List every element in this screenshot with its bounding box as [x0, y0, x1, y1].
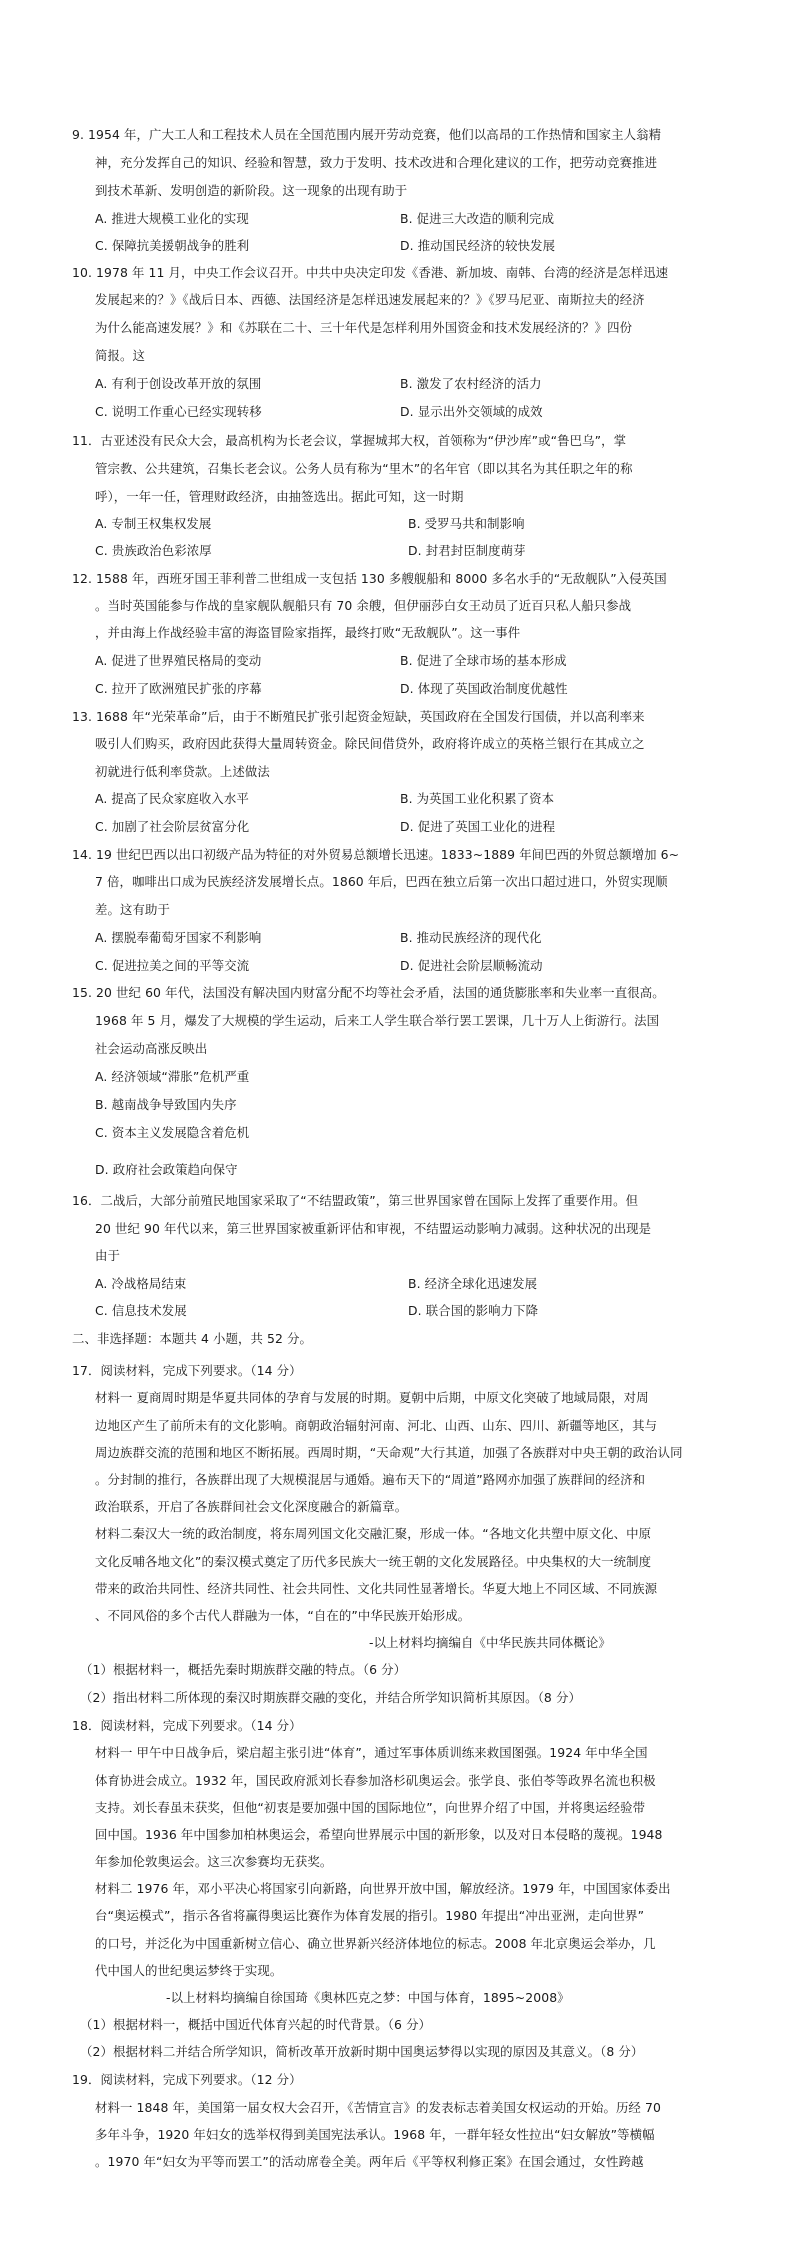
q19-line-3: 。1970 年“妇女为平等而罢工”的活动席卷全美。两年后《平等权利修正案》在国会通过，女性跨越 — [95, 2154, 644, 2169]
q15-option-c: C. 资本主义发展隐含着危机 — [95, 1125, 250, 1140]
q13-option-c: C. 加剧了社会阶层贫富分化 — [95, 819, 250, 834]
q14-line-2: 7 倍，咖啡出口成为民族经济发展增长点。1860 年后，巴西在独立后第一次出口超过进口，外贸实现顺 — [95, 874, 668, 889]
q10-line-1: 10. 1978 年 11 月，中央工作会议召开。中共中央决定印发《香港、新加坡、南韩、台湾的经济是怎样迅速 — [72, 265, 669, 280]
q15-option-d: D. 政府社会政策趋向保守 — [95, 1162, 238, 1177]
q15-option-b: B. 越南战争导致国内失序 — [95, 1097, 237, 1112]
q18-line-4: 回中国。1936 年中国参加柏林奥运会，希望向世界展示中国的新形象，以及对日本侵略的蔑视。1948 — [95, 1827, 663, 1842]
q10-line-4: 简报。这 — [95, 348, 145, 363]
q17-line-4: 。分封制的推行，各族群出现了大规模混居与通婚。遍布天下的“周道”路网亦加强了族群间的经济和 — [95, 1472, 646, 1487]
q18-line-9: 代中国人的世纪奥运梦终于实现。 — [95, 1963, 283, 1978]
q18-ask-2: （2）根据材料二并结合所学知识，简析改革开放新时期中国奥运梦得以实现的原因及其意义。（8 分） — [80, 2044, 644, 2059]
q13-line-3: 初就进行低利率贷款。上述做法 — [95, 764, 270, 779]
q11-line-2: 管宗教、公共建筑，召集长老会议。公务人员有称为“里木”的名年官（即以其名为其任职之年的称 — [95, 461, 633, 476]
q18-line-6: 材料二 1976 年，邓小平决心将国家引向新路，向世界开放中国，解放经济。1979 年，中国国家体委出 — [95, 1881, 671, 1896]
q9-option-d: D. 推动国民经济的较快发展 — [400, 238, 556, 253]
q17-line-6: 材料二秦汉大一统的政治制度，将东周列国文化交融汇聚，形成一体。“各地文化共塑中原文化、中原 — [95, 1526, 652, 1541]
q10-option-a: A. 有利于创设改革开放的氛围 — [95, 376, 262, 391]
q18-line-3: 支持。刘长春虽未获奖，但他“初衷是要加强中国的国际地位”，向世界介绍了中国，并将奥运经验带 — [95, 1800, 646, 1815]
q16-line-2: 20 世纪 90 年代以来，第三世界国家被重新评估和审视，不结盟运动影响力减弱。这种状况的出现是 — [95, 1221, 652, 1236]
q18-line-1: 材料一 甲午中日战争后，梁启超主张引进“体育”，通过军事体质训练来救国图强。1924 年中华全国 — [95, 1745, 648, 1760]
q9-line-1: 9. 1954 年，广大工人和工程技术人员在全国范围内展开劳动竞赛，他们以高昂的工作热情和国家主人翁精 — [72, 127, 662, 142]
q11-line-3: 呼），一年一任，管理财政经济，由抽签选出。据此可知，这一时期 — [95, 489, 464, 504]
q10-option-d: D. 显示出外交领域的成效 — [400, 404, 543, 419]
q16-option-a: A. 冷战格局结束 — [95, 1276, 187, 1291]
q9-option-a: A. 推进大规模工业化的实现 — [95, 211, 249, 226]
q12-option-b: B. 促进了全球市场的基本形成 — [400, 653, 567, 668]
q17-line-7: 文化反哺各地文化”的秦汉模式奠定了历代多民族大一统王朝的文化发展路径。中央集权的大一统制度 — [95, 1554, 652, 1569]
q10-line-2: 发展起来的？》《战后日本、西德、法国经济是怎样迅速发展起来的？》《罗马尼亚、南斯拉夫的经济 — [95, 292, 645, 307]
q14-option-a: A. 摆脱奉葡萄牙国家不利影响 — [95, 930, 262, 945]
q14-option-b: B. 推动民族经济的现代化 — [400, 930, 542, 945]
q11-option-d: D. 封君封臣制度萌芽 — [408, 543, 526, 558]
q18-line-7: 台“奥运模式”，指示各省将赢得奥运比赛作为体育发展的指引。1980 年提出“冲出亚洲，走向世界” — [95, 1908, 645, 1923]
q18-line-2: 体育协进会成立。1932 年，国民政府派刘长春参加洛杉矶奥运会。张学良、张伯苓等政界名流也积极 — [95, 1773, 656, 1788]
q11-option-a: A. 专制王权集权发展 — [95, 516, 212, 531]
q14-option-d: D. 促进社会阶层顺畅流动 — [400, 958, 543, 973]
q18-source: -以上材料均摘编自徐国琦《奥林匹克之梦：中国与体育，1895~2008》 — [166, 1990, 570, 2005]
q17-line-1: 材料一 夏商周时期是华夏共同体的孕育与发展的时期。夏朝中后期，中原文化突破了地域局限，对周 — [95, 1390, 649, 1405]
q11-line-1: 11．古亚述没有民众大会，最高机构为长老会议，掌握城邦大权，首领称为“伊沙库”或“鲁巴乌”，掌 — [72, 433, 627, 448]
q18-heading: 18．阅读材料，完成下列要求。（14 分） — [72, 1718, 302, 1733]
q16-line-3: 由于 — [95, 1248, 120, 1263]
q17-source: -以上材料均摘编自《中华民族共同体概论》 — [369, 1635, 611, 1650]
q13-option-d: D. 促进了英国工业化的进程 — [400, 819, 556, 834]
q11-option-b: B. 受罗马共和制影响 — [408, 516, 525, 531]
q16-option-b: B. 经济全球化迅速发展 — [408, 1276, 538, 1291]
q10-option-c: C. 说明工作重心已经实现转移 — [95, 404, 262, 419]
q12-line-2: 。当时英国能参与作战的皇家舰队舰船只有 70 余艘，但伊丽莎白女王动员了近百只私人船只参战 — [95, 598, 632, 613]
q15-option-a: A. 经济领域“滞胀”危机严重 — [95, 1069, 250, 1084]
q9-option-b: B. 促进三大改造的顺利完成 — [400, 211, 555, 226]
q17-ask-1: （1）根据材料一，概括先秦时期族群交融的特点。（6 分） — [80, 1662, 407, 1677]
q17-line-8: 带来的政治共同性、经济共同性、社会共同性、文化共同性显著增长。华夏大地上不同区域、不同族源 — [95, 1581, 658, 1596]
q9-line-2: 神，充分发挥自己的知识、经验和智慧，致力于发明、技术改进和合理化建议的工作，把劳动竞赛推进 — [95, 155, 658, 170]
q17-heading: 17．阅读材料，完成下列要求。（14 分） — [72, 1363, 302, 1378]
q14-line-1: 14. 19 世纪巴西以出口初级产品为特征的对外贸易总额增长迅速。1833~1889 年间巴西的外贸总额增加 6~ — [72, 847, 680, 862]
q12-option-d: D. 体现了英国政治制度优越性 — [400, 681, 568, 696]
q18-ask-1: （1）根据材料一，概括中国近代体育兴起的时代背景。（6 分） — [80, 2017, 432, 2032]
q16-line-1: 16．二战后，大部分前殖民地国家采取了“不结盟政策”，第三世界国家曾在国际上发挥了重要作用。但 — [72, 1193, 639, 1208]
q13-option-b: B. 为英国工业化积累了资本 — [400, 791, 555, 806]
q11-option-c: C. 贵族政治色彩浓厚 — [95, 543, 212, 558]
q10-option-b: B. 激发了农村经济的活力 — [400, 376, 542, 391]
q16-option-c: C. 信息技术发展 — [95, 1303, 187, 1318]
q19-line-2: 多年斗争，1920 年妇女的选举权得到美国宪法承认。1968 年，一群年轻女性拉出“妇女解放”等横幅 — [95, 2127, 655, 2142]
q18-line-8: 的口号，并泛化为中国重新树立信心、确立世界新兴经济体地位的标志。2008 年北京奥运会举办，几 — [95, 1936, 656, 1951]
q14-option-c: C. 促进拉美之间的平等交流 — [95, 958, 250, 973]
q19-heading: 19．阅读材料，完成下列要求。（12 分） — [72, 2072, 302, 2087]
q19-line-1: 材料一 1848 年，美国第一届女权大会召开，《苦情宣言》的发表标志着美国女权运动的开始。历经 70 — [95, 2100, 661, 2115]
q17-line-5: 政治联系，开启了各族群间社会文化深度融合的新篇章。 — [95, 1499, 408, 1514]
q14-line-3: 差。这有助于 — [95, 902, 170, 917]
q12-option-c: C. 拉开了欧洲殖民扩张的序幕 — [95, 681, 262, 696]
q9-option-c: C. 保障抗美援朝战争的胜利 — [95, 238, 250, 253]
q15-line-1: 15. 20 世纪 60 年代，法国没有解决国内财富分配不均等社会矛盾，法国的通货膨胀率和失业率一直很高。 — [72, 985, 665, 1000]
q18-line-5: 年参加伦敦奥运会。这三次参赛均无获奖。 — [95, 1854, 333, 1869]
q15-line-3: 社会运动高涨反映出 — [95, 1041, 208, 1056]
q9-line-3: 到技术革新、发明创造的新阶段。这一现象的出现有助于 — [95, 183, 408, 198]
q12-line-1: 12. 1588 年，西班牙国王菲利普二世组成一支包括 130 多艘舰船和 8000 多名水手的“无敌舰队”入侵英国 — [72, 571, 667, 586]
q13-line-1: 13. 1688 年“光荣革命”后，由于不断殖民扩张引起资金短缺，英国政府在全国发行国债，并以高利率来 — [72, 709, 645, 724]
q10-line-3: 为什么能高速发展？》和《苏联在二十、三十年代是怎样利用外国资金和技术发展经济的？》四份 — [95, 320, 633, 335]
q17-line-2: 边地区产生了前所未有的文化影响。商朝政治辐射河南、河北、山西、山东、四川、新疆等地区，其与 — [95, 1418, 658, 1433]
q13-option-a: A. 提高了民众家庭收入水平 — [95, 791, 249, 806]
q17-line-3: 周边族群交流的范围和地区不断拓展。西周时期，“天命观”大行其道，加强了各族群对中央王朝的政治认同 — [95, 1445, 683, 1460]
q12-option-a: A. 促进了世界殖民格局的变动 — [95, 653, 262, 668]
q13-line-2: 吸引人们购买，政府因此获得大量周转资金。除民间借贷外，政府将许成立的英格兰银行在其成立之 — [95, 736, 645, 751]
q16-option-d: D. 联合国的影响力下降 — [408, 1303, 539, 1318]
q12-line-3: ，并由海上作战经验丰富的海盗冒险家指挥，最终打败“无敌舰队”。这一事件 — [95, 625, 521, 640]
q15-line-2: 1968 年 5 月，爆发了大规模的学生运动，后来工人学生联合举行罢工罢课，几十万人上街游行。法国 — [95, 1013, 660, 1028]
section-heading: 二、非选择题：本题共 4 小题，共 52 分。 — [72, 1331, 312, 1346]
q17-line-9: 、不同风俗的多个古代人群融为一体，“自在的”中华民族开始形成。 — [95, 1608, 471, 1623]
q17-ask-2: （2）指出材料二所体现的秦汉时期族群交融的变化，并结合所学知识简析其原因。（8 分） — [80, 1690, 581, 1705]
